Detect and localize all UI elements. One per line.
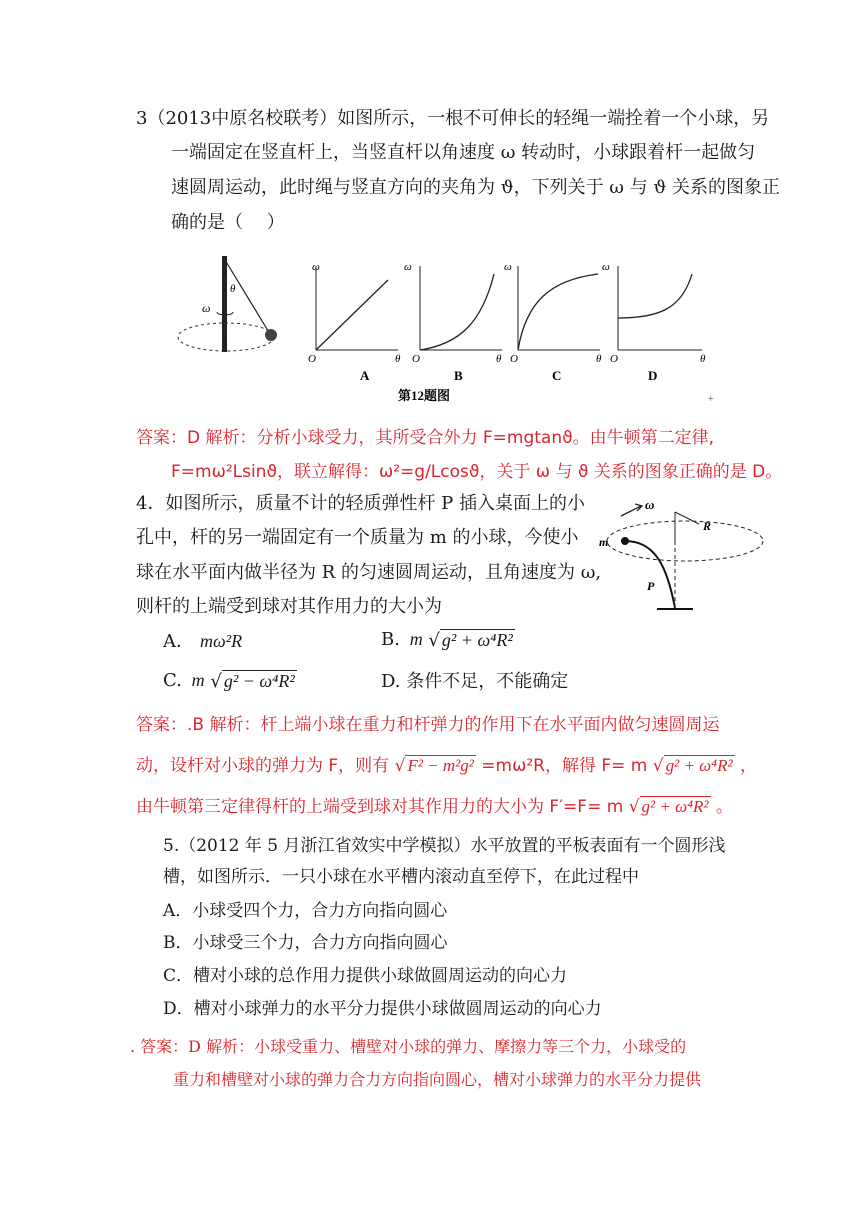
graph-d	[602, 261, 706, 383]
figure-caption: 第12题图	[398, 388, 451, 403]
q4-figure	[595, 496, 775, 618]
graph-b	[404, 261, 502, 383]
plus-mark: +	[708, 394, 714, 405]
q4-option-a[interactable]: A． mω²R	[163, 631, 243, 652]
svg-text:θ: θ	[596, 353, 602, 365]
q3-line1: 3（2013中原名校联考）如图所示，一根不可伸长的轻绳一端拴着一个小球，另	[136, 108, 770, 129]
svg-text:θ: θ	[700, 353, 706, 365]
q4-option-b[interactable]: B. m √ g² + ω⁴R²	[381, 629, 513, 651]
q4-m-label: m	[599, 535, 609, 549]
q3-figure-svg	[170, 252, 715, 407]
q5-option-a[interactable]: A．小球受四个力，合力方向指向圆心	[163, 901, 448, 921]
q4-option-d[interactable]: D. 条件不足，不能确定	[381, 671, 569, 692]
pendulum-diagram	[178, 256, 277, 352]
q4-answer-line3: 由牛顿第三定律得杆的上端受到球对其作用力的大小为 F′=F= m √ g² + ω⁴R² 。	[136, 797, 733, 817]
svg-text:θ: θ	[496, 353, 502, 365]
q4-line2: 孔中，杆的另一端固定有一个质量为 m 的小球，今使小	[136, 527, 579, 548]
graph-b-label: B	[454, 368, 463, 383]
pendulum-omega-label: ω	[202, 301, 211, 315]
q4-line4: 则杆的上端受到球对其作用力的大小为	[136, 596, 442, 617]
q3-figure	[170, 252, 715, 407]
graph-c-label: C	[552, 368, 562, 383]
q3-answer-line1: 答案：D 解析：分析小球受力，其所受合外力 F=mgtanϑ。由牛顿第二定律,	[136, 428, 715, 448]
q3-line2: 一端固定在竖直杆上，当竖直杆以角速度 ω 转动时，小球跟着杆一起做匀	[171, 142, 756, 163]
q5-option-c[interactable]: C．槽对小球的总作用力提供小球做圆周运动的向心力	[163, 966, 568, 986]
q5-line1: 5.（2012 年 5 月浙江省效实中学模拟）水平放置的平板表面有一个圆形浅	[163, 836, 726, 856]
q4-option-c[interactable]: C. m √ g² − ω⁴R²	[163, 670, 295, 692]
q4-r-label: R	[703, 519, 712, 533]
svg-text:θ: θ	[395, 353, 401, 365]
q4-omega-label: ω	[645, 497, 655, 512]
q3-answer-line2: F=mω²Lsinϑ，联立解得：ω²=g/Lcosϑ，关于 ω 与 ϑ 关系的图象正确的是 D。	[171, 462, 783, 482]
svg-text:ω: ω	[404, 261, 412, 273]
q5-line2: 槽，如图所示．一只小球在水平槽内滚动直至停下，在此过程中	[163, 867, 639, 887]
q4-line1: 4．如图所示，质量不计的轻质弹性杆 P 插入桌面上的小	[136, 493, 586, 514]
graph-a-label: A	[360, 368, 370, 383]
graph-d-label: D	[648, 368, 658, 383]
svg-text:O: O	[510, 353, 518, 365]
graph-a	[308, 261, 401, 383]
q4-answer-line1: 答案：.B 解析：杆上端小球在重力和杆弹力的作用下在水平面内做匀速圆周运	[136, 715, 720, 735]
q4-answer-line2: 动，设杆对小球的弹力为 F，则有 √ F² − m²g² =mω²R，解得 F= m √ g² + ω⁴R² ，	[136, 756, 757, 776]
svg-text:O: O	[308, 353, 316, 365]
svg-text:ω: ω	[602, 261, 610, 273]
pendulum-theta-label: θ	[230, 283, 236, 295]
q3-line4: 确的是（ ）	[171, 212, 285, 233]
q5-answer-line2: 重力和槽壁对小球的弹力合力方向指向圆心，槽对小球弹力的水平分力提供	[173, 1070, 702, 1089]
q4-figure-svg	[595, 496, 775, 618]
svg-text:O: O	[412, 353, 420, 365]
svg-text:ω: ω	[312, 261, 320, 273]
svg-text:O: O	[610, 353, 618, 365]
q4-line3: 球在水平面内做半径为 R 的匀速圆周运动，且角速度为 ω,	[136, 562, 602, 583]
svg-text:ω: ω	[504, 261, 512, 273]
q5-option-b[interactable]: B．小球受三个力，合力方向指向圆心	[163, 933, 448, 953]
q5-answer-line1: . 答案：D 解析：小球受重力、槽壁对小球的弹力、摩擦力等三个力，小球受的	[130, 1037, 687, 1056]
graph-c	[504, 261, 602, 383]
q4-p-label: P	[647, 579, 655, 593]
q3-line3: 速圆周运动，此时绳与竖直方向的夹角为 ϑ，下列关于 ω 与 ϑ 关系的图象正	[171, 177, 781, 198]
q5-option-d[interactable]: D．槽对小球弹力的水平分力提供小球做圆周运动的向心力	[163, 999, 602, 1019]
